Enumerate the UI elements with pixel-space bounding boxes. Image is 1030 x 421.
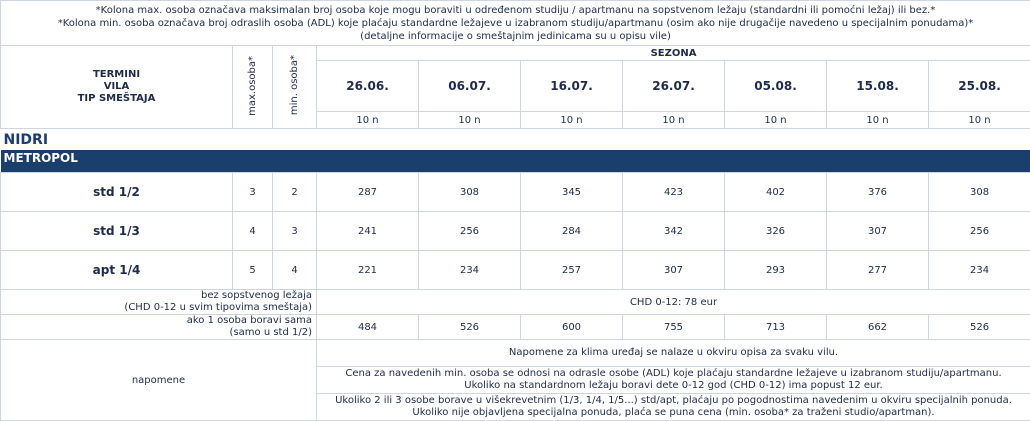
nights-cell: 10 n	[827, 112, 929, 129]
room-row	[1, 212, 1030, 251]
price-cell: 234	[419, 251, 521, 290]
nights-cell: 10 n	[419, 112, 521, 129]
nights-cell: 10 n	[521, 112, 623, 129]
room-max: 3	[233, 173, 273, 212]
room-min: 2	[273, 173, 317, 212]
price-cell: 600	[521, 315, 623, 340]
price-cell: 755	[623, 315, 725, 340]
price-cell: 287	[317, 173, 419, 212]
date-cell: 06.07.	[419, 61, 521, 112]
room-max: 4	[233, 212, 273, 251]
napomena-popust	[317, 394, 1030, 421]
price-cell: 308	[419, 173, 521, 212]
min-osoba-label: min. osoba*	[289, 55, 300, 115]
napomena-cena-line2: Ukoliko na standardnom ležaju boravi dete 0-12 god (CHD 0-12) ima popust 12 eur.	[317, 380, 1030, 392]
sezona-header: SEZONA	[317, 46, 1030, 61]
price-cell: 526	[419, 315, 521, 340]
nights-cell: 10 n	[725, 112, 827, 129]
room-row	[1, 173, 1030, 212]
napomena-cena-line1: Cena za navedenih min. osoba se odnosi na odrasle osobe (ADL) koje plaćaju standardne ležajeve u izabranom studiju/apartmanu.	[317, 368, 1030, 380]
bez-lezaja-line1: bez sopstvenog ležaja	[1, 290, 312, 302]
notes-block	[1, 1, 1030, 46]
price-cell: 277	[827, 251, 929, 290]
header-tip: TIP SMEŠTAJA	[1, 93, 232, 105]
room-type: apt 1/4	[1, 251, 233, 290]
napomene-label: napomene	[1, 340, 317, 421]
header-row-1	[1, 46, 1030, 61]
price-cell: 662	[827, 315, 929, 340]
bez-lezaja-line2: (CHD 0-12 u svim tipovima smeštaja)	[1, 302, 312, 314]
price-cell: 307	[623, 251, 725, 290]
chd-price: CHD 0-12: 78 eur	[317, 290, 1030, 315]
price-cell: 484	[317, 315, 419, 340]
note-details: (detaljne informacije o smeštajnim jedinicama su u opisu vile)	[1, 30, 1030, 43]
header-vila: VILA	[1, 81, 232, 93]
napomena-cena	[317, 367, 1030, 394]
price-cell: 342	[623, 212, 725, 251]
note-max: *Kolona max. osoba označava maksimalan broj osoba koje mogu boraviti u određenom studiju / apartmanu na sopstvenom ležaju (standardni ili pomoćni ležaj) ili bez.*	[1, 4, 1030, 17]
price-cell: 221	[317, 251, 419, 290]
price-cell: 234	[929, 251, 1030, 290]
napomena-popust-line2: Ukoliko nije objavljena specijalna ponuda, plaća se puna cena (min. osoba* za traženi studio/apartman).	[317, 407, 1030, 419]
napomena-popust-line1: Ukoliko 2 ili 3 osobe borave u višekrevetnim (1/3, 1/4, 1/5...) std/apt, plaćaju po pogodnostima navedenim u okviru specijalnih ponuda.	[317, 395, 1030, 407]
osoba-sama-label	[1, 315, 317, 340]
header-min-osoba	[273, 46, 317, 129]
date-cell: 26.06.	[317, 61, 419, 112]
price-cell: 423	[623, 173, 725, 212]
napomene-row-1	[1, 340, 1030, 367]
destination-row	[1, 129, 1030, 151]
price-cell: 713	[725, 315, 827, 340]
price-cell: 256	[419, 212, 521, 251]
header-max-osoba	[233, 46, 273, 129]
price-cell: 526	[929, 315, 1030, 340]
price-cell: 241	[317, 212, 419, 251]
price-cell: 257	[521, 251, 623, 290]
max-osoba-label: max.osoba*	[247, 56, 258, 116]
room-row	[1, 251, 1030, 290]
osoba-sama-line2: (samo u std 1/2)	[1, 327, 312, 339]
napomena-klima: Napomene za klima uređaj se nalaze u okviru opisa za svaku vilu.	[317, 340, 1030, 367]
date-cell: 05.08.	[725, 61, 827, 112]
price-cell: 345	[521, 173, 623, 212]
header-left	[1, 46, 233, 129]
price-cell: 308	[929, 173, 1030, 212]
room-type: std 1/2	[1, 173, 233, 212]
room-min: 4	[273, 251, 317, 290]
date-cell: 16.07.	[521, 61, 623, 112]
villa-row	[1, 150, 1030, 166]
price-cell: 284	[521, 212, 623, 251]
bez-lezaja-label	[1, 290, 317, 315]
notes-row	[1, 1, 1030, 46]
osoba-sama-line1: ako 1 osoba boravi sama	[1, 315, 312, 327]
destination-title: NIDRI	[1, 129, 1030, 151]
nights-cell: 10 n	[317, 112, 419, 129]
date-cell: 26.07.	[623, 61, 725, 112]
date-cell: 15.08.	[827, 61, 929, 112]
date-cell: 25.08.	[929, 61, 1030, 112]
header-termini: TERMINI	[1, 69, 232, 81]
price-cell: 307	[827, 212, 929, 251]
room-type: std 1/3	[1, 212, 233, 251]
room-max: 5	[233, 251, 273, 290]
price-cell: 402	[725, 173, 827, 212]
note-min: *Kolona min. osoba označava broj odraslih osoba (ADL) koje plaćaju standardne ležajeve u izabranom studiju/apartmanu (osim ako nije drugačije navedeno u specijalnim ponudama)*	[1, 17, 1030, 30]
nights-cell: 10 n	[929, 112, 1030, 129]
price-cell: 256	[929, 212, 1030, 251]
room-min: 3	[273, 212, 317, 251]
villa-title: METROPOL	[1, 150, 1030, 166]
price-cell: 376	[827, 173, 929, 212]
osoba-sama-row	[1, 315, 1030, 340]
price-cell: 293	[725, 251, 827, 290]
price-cell: 326	[725, 212, 827, 251]
bez-lezaja-row	[1, 290, 1030, 315]
nights-cell: 10 n	[623, 112, 725, 129]
